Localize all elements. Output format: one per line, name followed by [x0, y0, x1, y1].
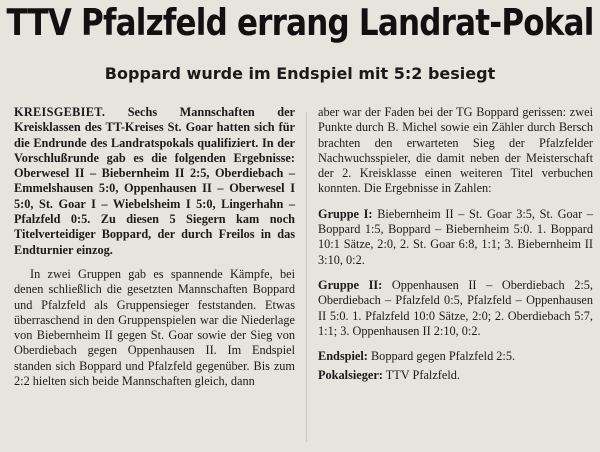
gruppe-1-label: Gruppe I:	[318, 206, 373, 221]
endspiel-text: Boppard gegen Pfalzfeld 2:5.	[370, 349, 516, 364]
dateline: KREISGEBIET.	[14, 105, 106, 119]
body-paragraph-2: aber war der Faden bei der TG Boppard gerissen: zwei Punkte durch B. Michel sowie ein Zähler durch Bersch brachten den erwarteten Sieg der Pfalzfelder Nachwuchsspieler, die damit neben der Meisterschaft der 2. Kreisklasse einen weiteren Titel verbuchen konnten. Die Ergebnisse in Zahlen:	[318, 105, 593, 196]
left-column	[14, 105, 295, 389]
column-divider	[306, 112, 307, 442]
gruppe-2-text: Oppenhausen II – Oberdiebach 2:5, Oberdiebach – Pfalzfeld 0:5, Pfalzfeld – Oppenhausen II 5:0. 1. Pfalzfeld 10:0 Sätze, 2:0; 2. Oberdiebach 5:7, 1:1; 3. Oppenhausen II 2:10, 0:2.	[318, 277, 593, 338]
right-column	[318, 105, 593, 384]
gruppe-2-label: Gruppe II:	[318, 277, 383, 292]
article-subheadline: Boppard wurde im Endspiel mit 5:2 besiegt	[104, 64, 496, 83]
article-headline: TTV Pfalzfeld errang Landrat-Pokal	[6, 2, 594, 45]
endspiel-result	[318, 349, 593, 364]
lead-text: Sechs Mannschaften der Kreisklassen des TT-Kreises St. Goar hatten sich für die Endrunde des Landratspokals qualifiziert. In der Vorschlußrunde gab es die folgenden Ergebnisse: Oberwesel II – Biebernheim II 2:5, Oberdiebach – Emmelshausen 5:0, Oppenhausen II – Oberwesel I 5:0, St. Goar I – Wiebelsheim I 5:0, Lingerhahn – Pfalzfeld 0:5. Zu diesen 5 Siegern kam noch Titelverteidiger Boppard, der durch Freilos in das Endturnier einzog.	[14, 105, 296, 257]
gruppe-1-text: Biebernheim II – St. Goar 3:5, St. Goar – Boppard 1:5, Boppard – Biebernheim 5:0. 1. Boppard 10:1 Sätze, 2:0, 2. St. Goar 6:8, 1:1; 3. Biebernheim II 3:10, 0:2.	[318, 206, 593, 267]
gruppe-1-results	[318, 207, 593, 268]
pokalsieger-result	[318, 368, 593, 383]
body-paragraph-1: In zwei Gruppen gab es spannende Kämpfe, bei denen schließlich die gesetzten Mannschaften Boppard und Pfalzfeld als Gruppensieger feststanden. Etwas überraschend in den Gruppenspielen war die Niederlage von Biebernheim II gegen St. Goar sowie der Sieg von Oberdiebach gegen Oppenhausen II. Im Endspiel standen sich Boppard und Pfalzfeld gegenüber. Bis zum 2:2 hielten sich beide Mannschaften gleich, dann	[14, 266, 295, 389]
endspiel-label: Endspiel:	[318, 349, 368, 364]
pokalsieger-label: Pokalsieger:	[318, 368, 383, 383]
gruppe-2-results	[318, 278, 593, 339]
pokalsieger-text: TTV Pfalzfeld.	[385, 368, 460, 383]
lead-paragraph	[14, 105, 295, 258]
